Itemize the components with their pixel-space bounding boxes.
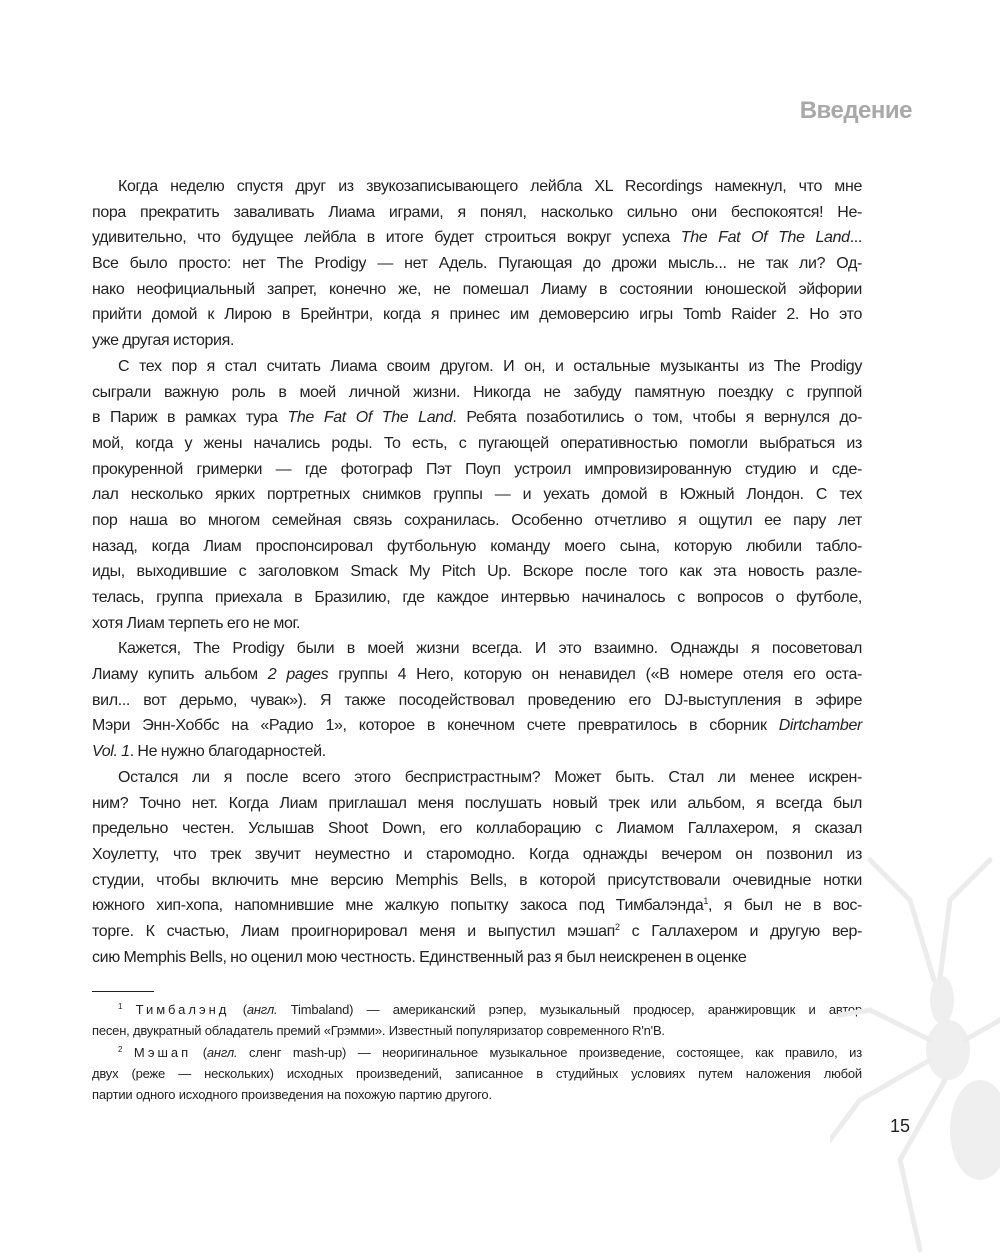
footnote-line xyxy=(92,1063,862,1084)
footnote-ref: 1 xyxy=(118,1002,123,1011)
paragraph-line xyxy=(92,277,862,303)
text-run: Хоулетту, что трек звучит неуместно и старомодно. Когда однажды вечером он позвонил из xyxy=(92,845,862,863)
paragraph-line xyxy=(92,611,862,637)
paragraph-line xyxy=(92,431,862,457)
text-run: Кажется, The Prodigy были в моей жизни всегда. И это взаимно. Однажды я посоветовал xyxy=(118,640,862,658)
paragraph-line xyxy=(92,842,862,868)
text-run: сленг mash-up) — неоригинальное музыкальное произведение, состоящее, как правило, из xyxy=(237,1044,862,1060)
text-run: . Ребята позаботились о том, чтобы я вернулся до- xyxy=(452,409,863,427)
paragraph-line xyxy=(92,559,862,585)
text-run: Когда неделю спустя друг из звукозаписывающего лейбла XL Recordings намекнул, что мне xyxy=(118,178,862,195)
paragraph-line xyxy=(92,328,862,354)
text-run: мой, когда у жены начались роды. То есть, с пугающей оперативностью помогли выбраться из xyxy=(92,434,862,452)
text-run: удивительно, что будущее лейбла в итоге будет строиться вокруг успеха xyxy=(92,229,681,247)
text-run: Остался ли я после всего этого беспристрастным? Может быть. Стал ли менее искрен- xyxy=(118,768,862,786)
paragraph-line xyxy=(92,508,862,534)
text-run: ( xyxy=(229,1002,247,1017)
text-run: с Галлахером и другую вер- xyxy=(619,922,862,940)
text-run: ... xyxy=(849,229,862,247)
text-run: , я был не в вос- xyxy=(708,897,862,915)
paragraph-line xyxy=(92,791,862,817)
footnote-ref: 2 xyxy=(118,1044,123,1054)
text-run: телась, группа приехала в Бразилию, где каждое интервью начиналось с вопросов о футболе, xyxy=(92,589,862,606)
paragraph-line xyxy=(92,174,862,200)
paragraph-line xyxy=(92,380,862,406)
paragraph-line xyxy=(92,739,862,765)
paragraph-line xyxy=(92,482,862,508)
text-run: . Не нужно благодарностей. xyxy=(129,743,326,761)
text-run: назад, когда Лиам проспонсировал футбольную команду моего сына, которую любили табло- xyxy=(92,537,862,555)
text-run: южного хип-хопа, напомнившие мне жалкую попытку закоса под Тимбалэнда xyxy=(92,897,704,915)
paragraph-line xyxy=(92,405,862,431)
footnote-term: Тимбалэнд xyxy=(135,1002,230,1017)
text-run: иды, выходившие с заголовком Smack My Pitch Up. Вскоре после того как эта новость разле- xyxy=(92,563,862,581)
paragraph-line xyxy=(92,765,862,791)
footnote-ref: 2 xyxy=(614,921,620,932)
text-run: хотя Лиам терпеть его не мог. xyxy=(92,614,301,632)
page-number: 15 xyxy=(890,1116,911,1136)
footnote-divider xyxy=(92,991,154,992)
ant-watermark-icon xyxy=(830,840,1000,1256)
text-run: Все было просто: нет The Prodigy — нет Адель. Пугающая до дрожи мысль... не так ли? Од- xyxy=(92,255,862,273)
paragraph-line xyxy=(92,868,862,894)
italic-text: англ. xyxy=(206,1044,238,1060)
footnote-line xyxy=(92,1042,862,1063)
italic-text: Dirtchamber xyxy=(778,717,862,735)
paragraph-line xyxy=(92,225,862,251)
text-run: песен, двукратный обладатель премий «Грэмми». Известный популяризатор современного R'n'B. xyxy=(92,1023,665,1039)
text-run: пора прекратить заваливать Лиама играми, я понял, насколько сильно они беспокоятся! Не- xyxy=(92,203,862,221)
text-run: прийти домой к Лирою в Брейнтри, когда я принес им демоверсию игры Tomb Raider 2. Но это xyxy=(92,306,862,324)
italic-text: Vol. 1 xyxy=(92,743,130,761)
text-run: Лиаму купить альбом xyxy=(92,666,268,684)
text-run: сыграли важную роль в моей личной жизни. Никогда не забуду памятную поездку с группой xyxy=(92,383,862,401)
text-run: торге. К счастью, Лиам проигнорировал меня и выпустил мэшап xyxy=(92,922,615,940)
italic-text: англ. xyxy=(246,1002,278,1017)
paragraph-line xyxy=(92,534,862,560)
text-run: студии, чтобы включить мне версию Memphis Bells, в которой присутствовали очевидные нотки xyxy=(92,871,862,889)
paragraph-line xyxy=(92,251,862,277)
text-run: предельно честен. Услышав Shoot Down, его коллаборацию с Лиамом Галлахером, я сказал xyxy=(92,820,862,838)
text-run: Timbaland) — американский рэпер, музыкальный продюсер, аранжировщик и автор xyxy=(277,1002,862,1017)
italic-text: The Fat Of The Land xyxy=(680,229,850,247)
text-run xyxy=(122,1045,134,1060)
text-run: уже другая история. xyxy=(92,332,235,350)
paragraph-line xyxy=(92,893,862,919)
footnote-line xyxy=(92,999,862,1020)
footnote-ref: 1 xyxy=(703,896,709,907)
text-run: партии одного исходного произведения на похожую партию другого. xyxy=(92,1087,492,1103)
text-run xyxy=(122,1002,135,1017)
footnotes xyxy=(92,999,862,1105)
italic-text: The Fat Of The Land xyxy=(287,409,453,427)
paragraph-line xyxy=(92,816,862,842)
body-text xyxy=(92,174,862,970)
text-run: сию Memphis Bells, но оценил мою честность. Единственный раз я был неискренен в оценке xyxy=(92,948,747,966)
text-run: лал несколько ярких портретных снимков группы — и уехать домой в Южный Лондон. С тех xyxy=(92,486,862,504)
text-run: ним? Точно нет. Когда Лиам приглашал меня послушать новый трек или альбом, я всегда был xyxy=(92,794,862,812)
paragraph-line xyxy=(92,713,862,739)
text-run: прокуренной гримерки — где фотограф Пэт Поуп устроил импровизированную студию и сде- xyxy=(92,460,862,478)
text-run: группы 4 Hero, которую он ненавидел («В номере отеля его оста- xyxy=(328,666,862,684)
paragraph-line xyxy=(92,945,862,971)
paragraph-line xyxy=(92,919,862,945)
paragraph-line xyxy=(92,302,862,328)
text-run: нако неофициальный запрет, конечно же, не помешал Лиаму в состоянии юношеской эйфории xyxy=(92,280,862,298)
text-run: Мэри Энн-Хоббс на «Радио 1», которое в конечном счете превратилось в сборник xyxy=(92,717,779,735)
text-run: в Париж в рамках тура xyxy=(92,409,288,427)
text-run: пор наша во многом семейная связь сохранилась. Особенно отчетливо я ощутил ее пару лет xyxy=(92,511,862,529)
footnote-line xyxy=(92,1020,862,1041)
text-run: С тех пор я стал считать Лиама своим другом. И он, и остальные музыканты из The Prodigy xyxy=(118,357,862,375)
paragraph-line xyxy=(92,200,862,226)
paragraph-line xyxy=(92,585,862,611)
chapter-title: Введение xyxy=(799,97,912,124)
text-run: вил... вот дерьмо, чувак»). Я также посодействовал проведению его DJ-выступления в эфире xyxy=(92,691,862,709)
italic-text: 2 pages xyxy=(267,666,329,684)
paragraph-line xyxy=(92,688,862,714)
text-run: двух (реже — нескольких) исходных произведений, записанное в студийных условиях путем наложения любой xyxy=(92,1065,862,1081)
text-run: ( xyxy=(191,1044,207,1060)
paragraph-line xyxy=(92,662,862,688)
footnote-term: Мэшап xyxy=(133,1044,192,1060)
footnote-line xyxy=(92,1084,862,1105)
paragraph-line xyxy=(92,636,862,662)
paragraph-line xyxy=(92,457,862,483)
paragraph-line xyxy=(92,354,862,380)
